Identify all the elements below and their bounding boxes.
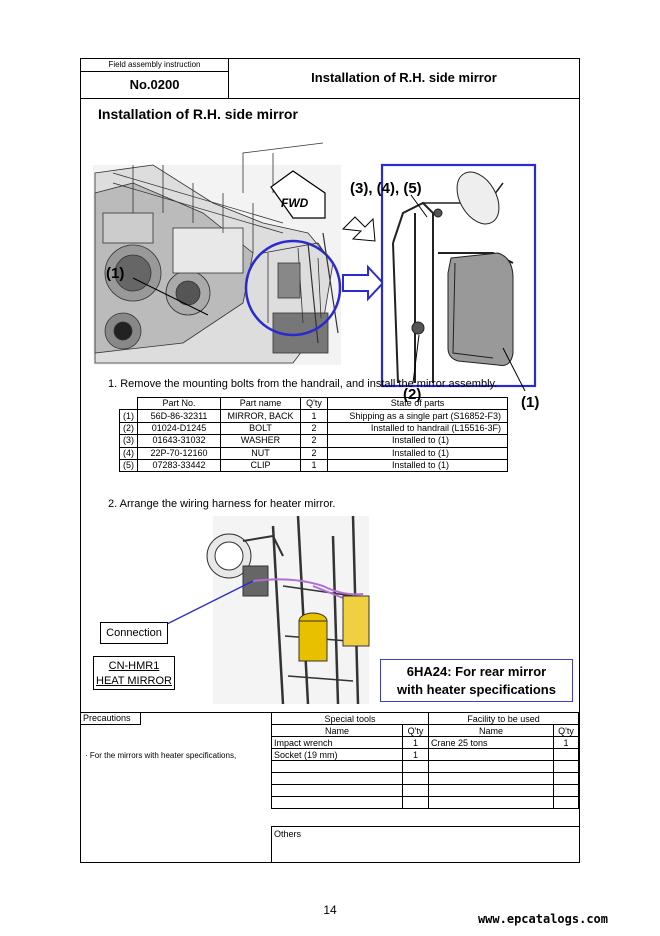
wiring-harness-figure — [213, 516, 369, 704]
tools-qty-header: Q'ty — [403, 725, 429, 737]
doc-number: No.0200 — [81, 72, 229, 98]
table-row — [272, 785, 579, 797]
table-row: (4) 22P-70-12160 NUT 2 Installed to (1) — [120, 447, 508, 459]
connector-code: CN-HMR1 — [108, 660, 160, 672]
doc-type-label: Field assembly instruction — [81, 59, 229, 72]
document-frame — [80, 58, 580, 863]
callout-345: (3), (4), (5) — [350, 180, 422, 197]
col-part-no: Part No. — [138, 398, 221, 410]
view-arrow — [343, 217, 375, 241]
precautions-label: Precautions — [81, 712, 141, 725]
col-state: State of parts — [328, 398, 508, 410]
col-qty: Q'ty — [301, 398, 328, 410]
table-row: (2) 01024-D1245 BOLT 2 Installed to handrail (L15516-3F) — [120, 422, 508, 434]
header-title: Installation of R.H. side mirror — [311, 70, 497, 85]
tools-name-header: Name — [272, 725, 403, 737]
connection-label: Connection — [100, 622, 168, 644]
tools-table — [271, 712, 579, 809]
parts-table — [119, 397, 508, 472]
watermark: www.epcatalogs.com — [477, 912, 608, 926]
table-row: (1) 56D-86-32311 MIRROR, BACK 1 Shipping as a single part (S16852-F3) — [120, 410, 508, 422]
detail-arrow — [343, 267, 383, 299]
connector-name: HEAT MIRROR — [96, 675, 172, 687]
table-row: (5) 07283-33442 CLIP 1 Installed to (1) — [120, 459, 508, 471]
others-label: Others — [274, 829, 302, 839]
page-number: 14 — [323, 903, 337, 917]
table-row: Socket (19 mm) 1 — [272, 749, 579, 761]
fwd-label: FWD — [281, 196, 309, 210]
facility-label: Facility to be used — [428, 713, 578, 725]
callout-1-right: (1) — [521, 394, 540, 411]
table-row: (3) 01643-31032 WASHER 2 Installed to (1) — [120, 435, 508, 447]
facility-name-header: Name — [428, 725, 553, 737]
precautions-text: · For the mirrors with heater specifications, — [85, 751, 237, 760]
step-1-instruction: 1. Remove the mounting bolts from the handrail, and install the mirror assembly. — [108, 378, 498, 390]
heater-note-line1: 6HA24: For rear mirror — [406, 664, 547, 679]
parts-table-header — [120, 398, 508, 410]
heater-mirror-note — [380, 659, 573, 702]
callout-1-left: (1) — [106, 265, 125, 282]
col-part-name: Part name — [221, 398, 301, 410]
heater-note-line2: with heater specifications — [397, 682, 556, 697]
special-tools-label: Special tools — [272, 713, 429, 725]
machine-illustration — [93, 143, 341, 365]
callout-2: (2) — [403, 386, 422, 403]
facility-qty-header: Q'ty — [554, 725, 579, 737]
others-section — [271, 826, 579, 862]
table-row — [272, 773, 579, 785]
table-row: Impact wrench 1 Crane 25 tons 1 — [272, 737, 579, 749]
header-divider — [81, 98, 579, 99]
table-row — [272, 761, 579, 773]
connector-label — [93, 656, 175, 690]
figure-title: Installation of R.H. side mirror — [98, 106, 298, 122]
step-2-instruction: 2. Arrange the wiring harness for heater mirror. — [108, 498, 336, 510]
table-row — [272, 797, 579, 809]
